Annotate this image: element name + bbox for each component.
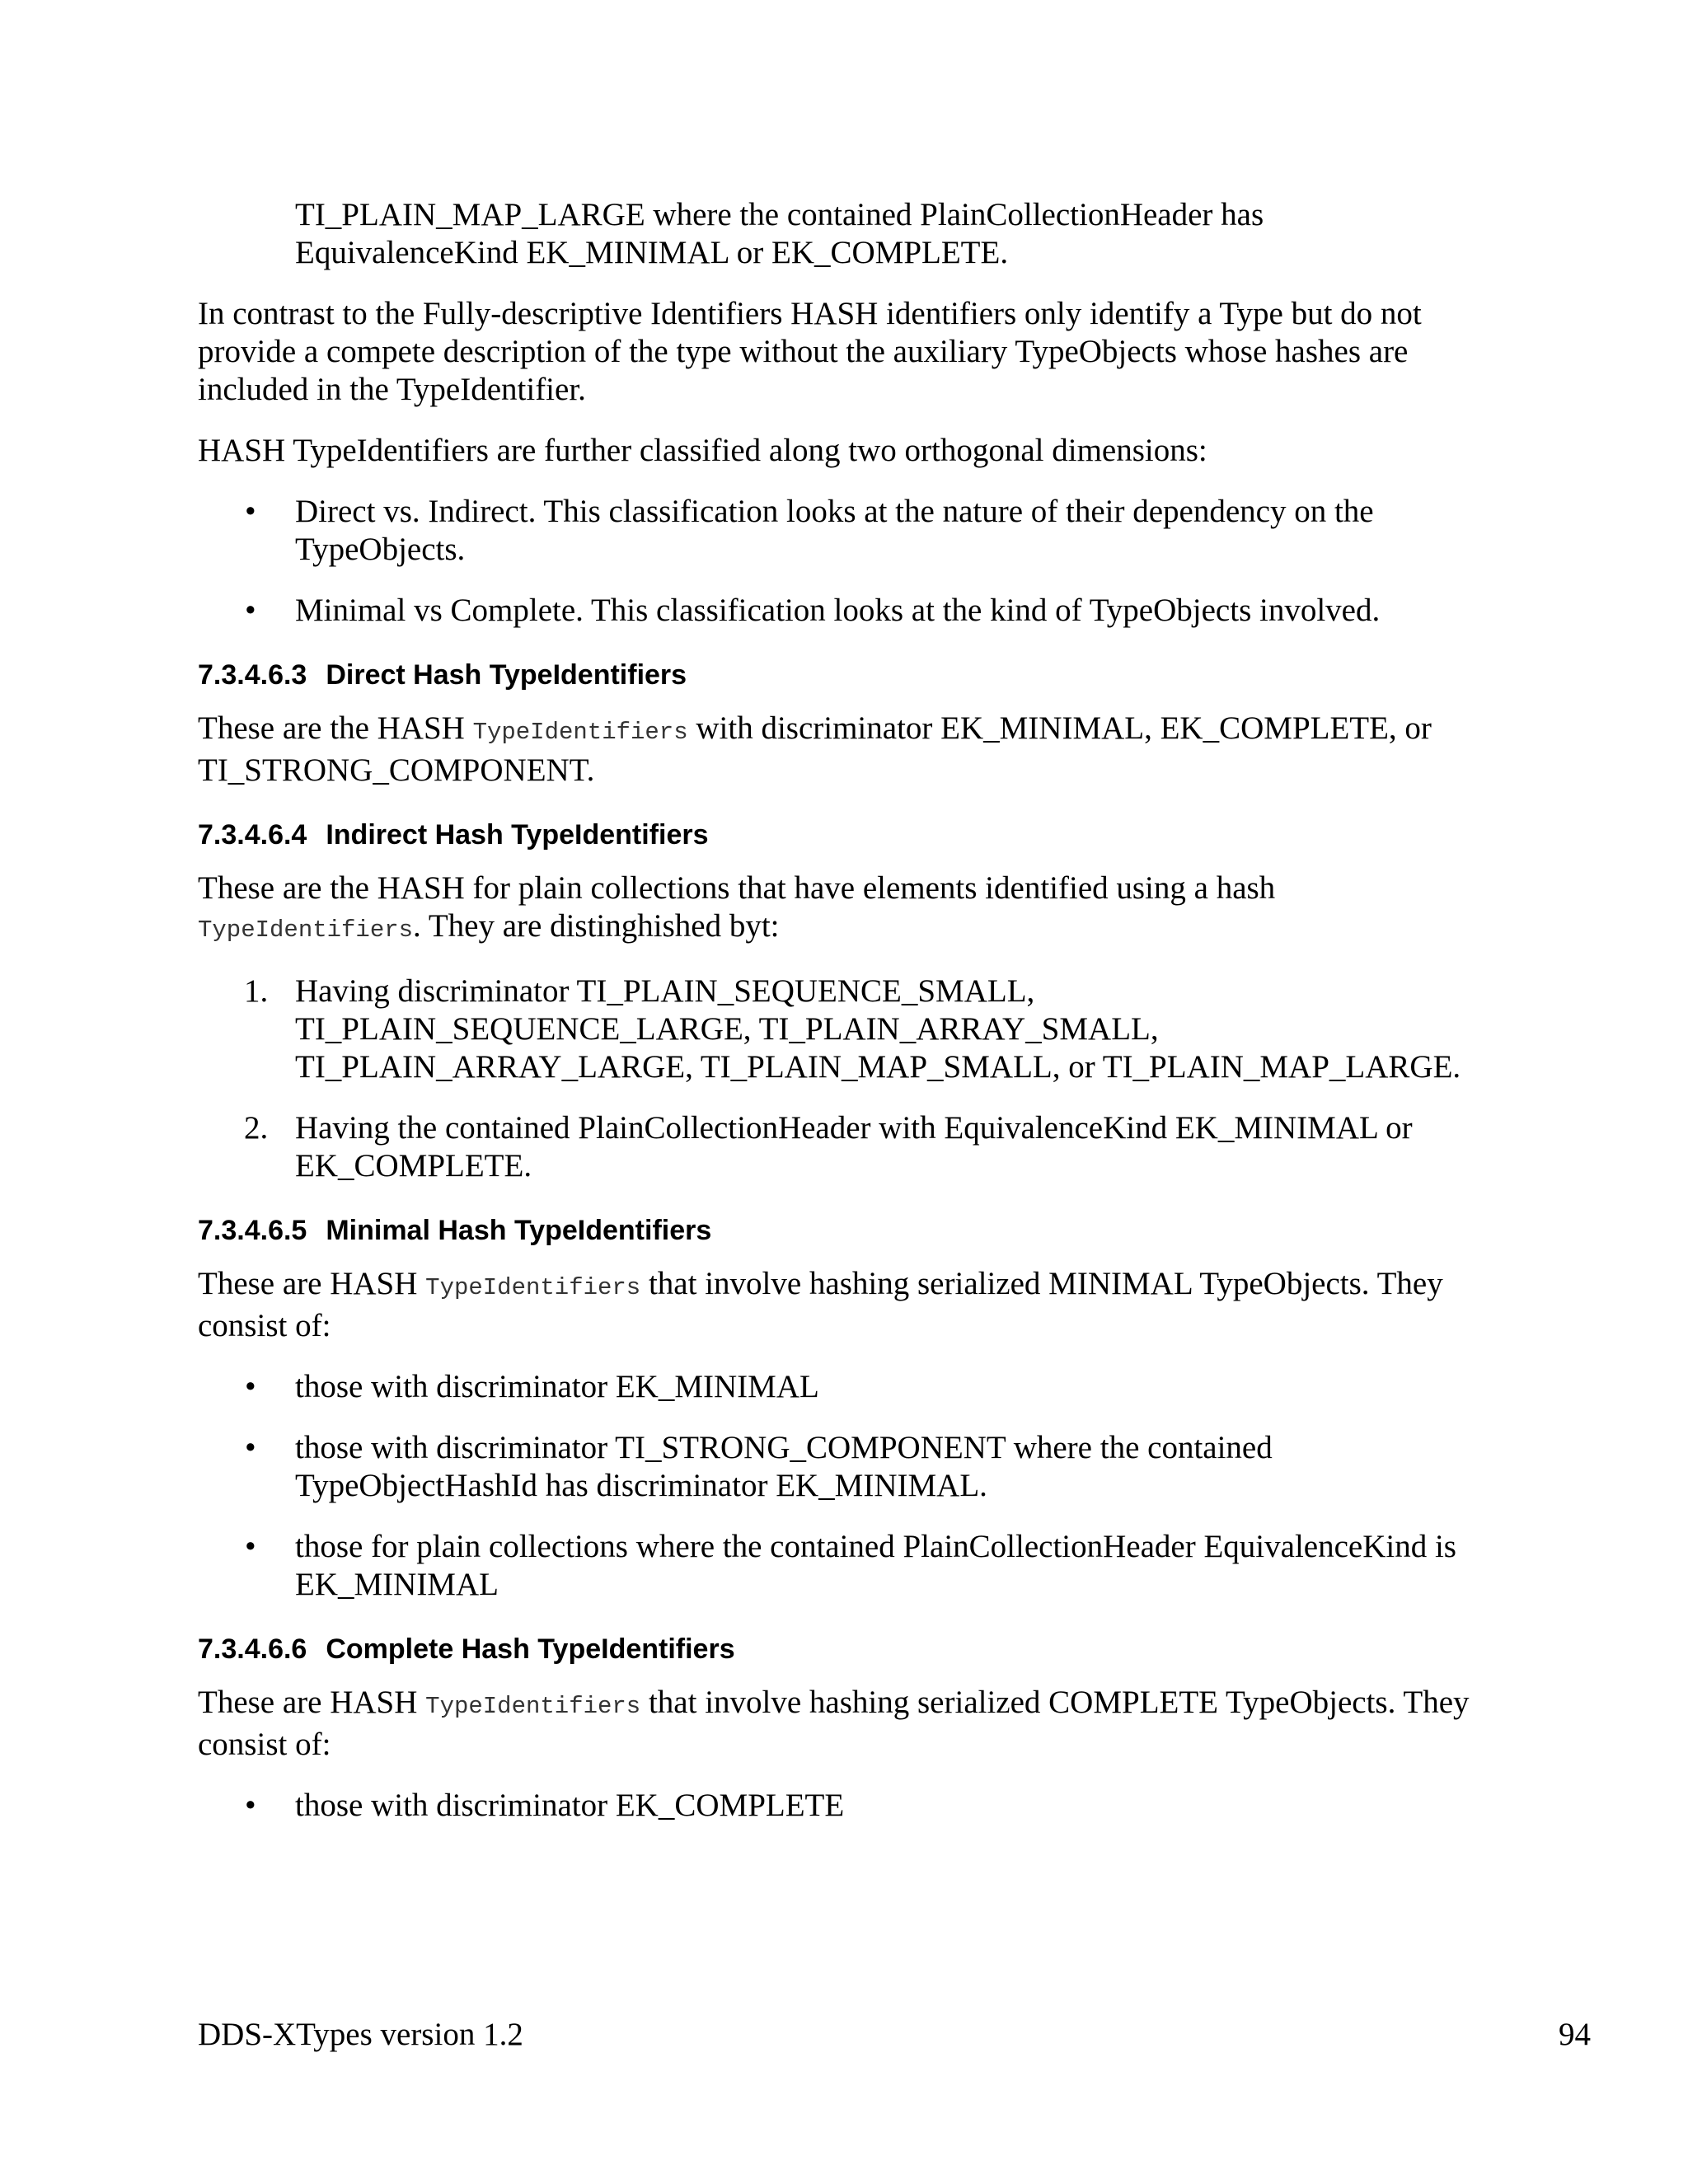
body-text: that involve hashing serialized MINIMAL TypeObjects. They consist of: (198, 1266, 1443, 1343)
bullet-icon: • (245, 593, 256, 628)
section-number: 7.3.4.6.5 (198, 1215, 307, 1246)
section-title: Direct Hash TypeIdentifiers (326, 659, 687, 691)
list-item (198, 1429, 1484, 1505)
list-item (198, 493, 1484, 569)
list-number: 1. (244, 973, 269, 1009)
body-text: These are the HASH (198, 710, 473, 746)
section-number: 7.3.4.6.3 (198, 659, 307, 691)
code-term: TypeIdentifiers (425, 1693, 641, 1720)
section-body (198, 710, 1484, 790)
document-page (198, 196, 1484, 1825)
section-title: Indirect Hash TypeIdentifiers (326, 819, 709, 851)
page-number: 94 (1559, 2017, 1591, 2052)
bullet-icon: • (245, 1788, 256, 1823)
footer-title: DDS-XTypes version 1.2 (198, 2017, 523, 2052)
body-text: These are HASH (198, 1685, 426, 1720)
section-heading-direct (198, 658, 1484, 691)
list-item (198, 592, 1484, 630)
intro-paragraph: In contrast to the Fully-descriptive Identifiers HASH identifiers only identify a Type but do not provide a compete description of the type without the auxiliary TypeObjects whose hashes are included in the TypeIdentifier. (198, 296, 1422, 407)
section-body (198, 869, 1484, 949)
bullet-list (198, 1368, 1484, 1604)
body-text: . They are distinghished byt: (413, 908, 780, 944)
bullet-icon: • (245, 1430, 256, 1465)
list-item-text: those with discriminator EK_MINIMAL (295, 1369, 819, 1404)
section-body (198, 1684, 1484, 1764)
continuation-text: TI_PLAIN_MAP_LARGE where the contained PlainCollectionHeader has EquivalenceKind EK_MINIMAL or EK_COMPLETE. (295, 197, 1264, 270)
list-item-text: Having discriminator TI_PLAIN_SEQUENCE_SMALL, TI_PLAIN_SEQUENCE_LARGE, TI_PLAIN_ARRAY_SMALL, TI_PLAIN_ARRAY_LARGE, TI_PLAIN_MAP_SMALL, or TI_PLAIN_MAP_LARGE. (295, 973, 1461, 1085)
bullet-icon: • (245, 494, 256, 529)
list-number: 2. (244, 1110, 269, 1146)
classification-paragraph: HASH TypeIdentifiers are further classified along two orthogonal dimensions: (198, 433, 1207, 468)
bullet-list (198, 1787, 1484, 1825)
section-heading-complete (198, 1633, 1484, 1666)
list-item (198, 1368, 1484, 1406)
code-term: TypeIdentifiers (472, 719, 688, 746)
body-text: that involve hashing serialized COMPLETE TypeObjects. They consist of: (198, 1685, 1470, 1762)
body-text: These are the HASH for plain collections that have elements identified using a hash (198, 870, 1276, 906)
section-title: Complete Hash TypeIdentifiers (326, 1633, 735, 1665)
list-item-text: Minimal vs Complete. This classification looks at the kind of TypeObjects involved. (295, 593, 1381, 628)
bullet-icon: • (245, 1369, 256, 1404)
section-heading-minimal (198, 1214, 1484, 1247)
list-item-text: those with discriminator TI_STRONG_COMPONENT where the contained TypeObjectHashId has discriminator EK_MINIMAL. (295, 1430, 1273, 1503)
list-item (198, 972, 1484, 1086)
list-item-text: those with discriminator EK_COMPLETE (295, 1788, 845, 1823)
page-footer (198, 2016, 1591, 2054)
list-item (198, 1528, 1484, 1604)
section-heading-indirect (198, 818, 1484, 851)
dimensions-list (198, 493, 1484, 630)
list-item-text: Having the contained PlainCollectionHeader with EquivalenceKind EK_MINIMAL or EK_COMPLETE. (295, 1110, 1413, 1183)
body-text: These are HASH (198, 1266, 426, 1301)
code-term: TypeIdentifiers (425, 1274, 641, 1301)
list-item (198, 1109, 1484, 1185)
list-item-text: those for plain collections where the contained PlainCollectionHeader EquivalenceKind is EK_MINIMAL (295, 1529, 1456, 1602)
list-item-text: Direct vs. Indirect. This classification looks at the nature of their dependency on the TypeObjects. (295, 494, 1374, 567)
section-body (198, 1265, 1484, 1345)
bullet-icon: • (245, 1529, 256, 1564)
section-number: 7.3.4.6.4 (198, 819, 307, 851)
section-number: 7.3.4.6.6 (198, 1633, 307, 1665)
body-text: with discriminator EK_MINIMAL, EK_COMPLETE, or TI_STRONG_COMPONENT. (198, 710, 1432, 788)
section-title: Minimal Hash TypeIdentifiers (326, 1215, 712, 1246)
code-term: TypeIdentifiers (198, 916, 414, 944)
numbered-list (198, 972, 1484, 1185)
list-item (198, 1787, 1484, 1825)
